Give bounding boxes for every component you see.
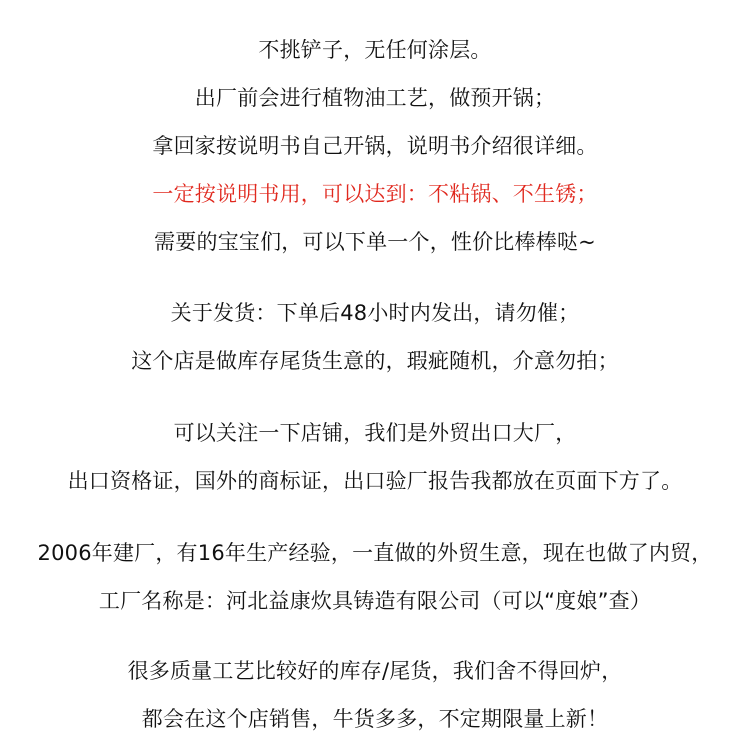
text-line-certificates: 出口资格证，国外的商标证，出口验厂报告我都放在页面下方了。 bbox=[67, 469, 683, 493]
text-line-order-invite: 需要的宝宝们，可以下单一个，性价比棒棒哒~ bbox=[154, 230, 596, 254]
text-line-surplus-stock: 很多质量工艺比较好的库存/尾货，我们舍不得回炉， bbox=[127, 659, 623, 683]
text-line-new-arrivals: 都会在这个店销售，牛货多多，不定期限量上新！ bbox=[141, 707, 609, 731]
text-line-pre-seasoning: 出厂前会进行植物油工艺，做预开锅； bbox=[194, 86, 556, 110]
text-line-manual-seasoning: 拿回家按说明书自己开锅，说明书介绍很详细。 bbox=[152, 134, 598, 158]
text-line-no-coating: 不挑铲子，无任何涂层。 bbox=[258, 38, 492, 62]
text-line-factory-name: 工厂名称是：河北益康炊具铸造有限公司（可以“度娘”查） bbox=[98, 589, 652, 613]
text-line-factory-history: 2006年建厂，有16年生产经验，一直做的外贸生意，现在也做了内贸， bbox=[37, 541, 713, 565]
text-line-shipping: 关于发货：下单后48小时内发出，请勿催； bbox=[170, 301, 580, 325]
text-line-highlight-non-stick: 一定按说明书用，可以达到：不粘锅、不生锈； bbox=[152, 182, 598, 206]
text-line-follow-store: 可以关注一下店铺，我们是外贸出口大厂， bbox=[173, 421, 577, 445]
text-line-stock-flaws: 这个店是做库存尾货生意的，瑕疵随机，介意勿拍； bbox=[131, 349, 619, 373]
